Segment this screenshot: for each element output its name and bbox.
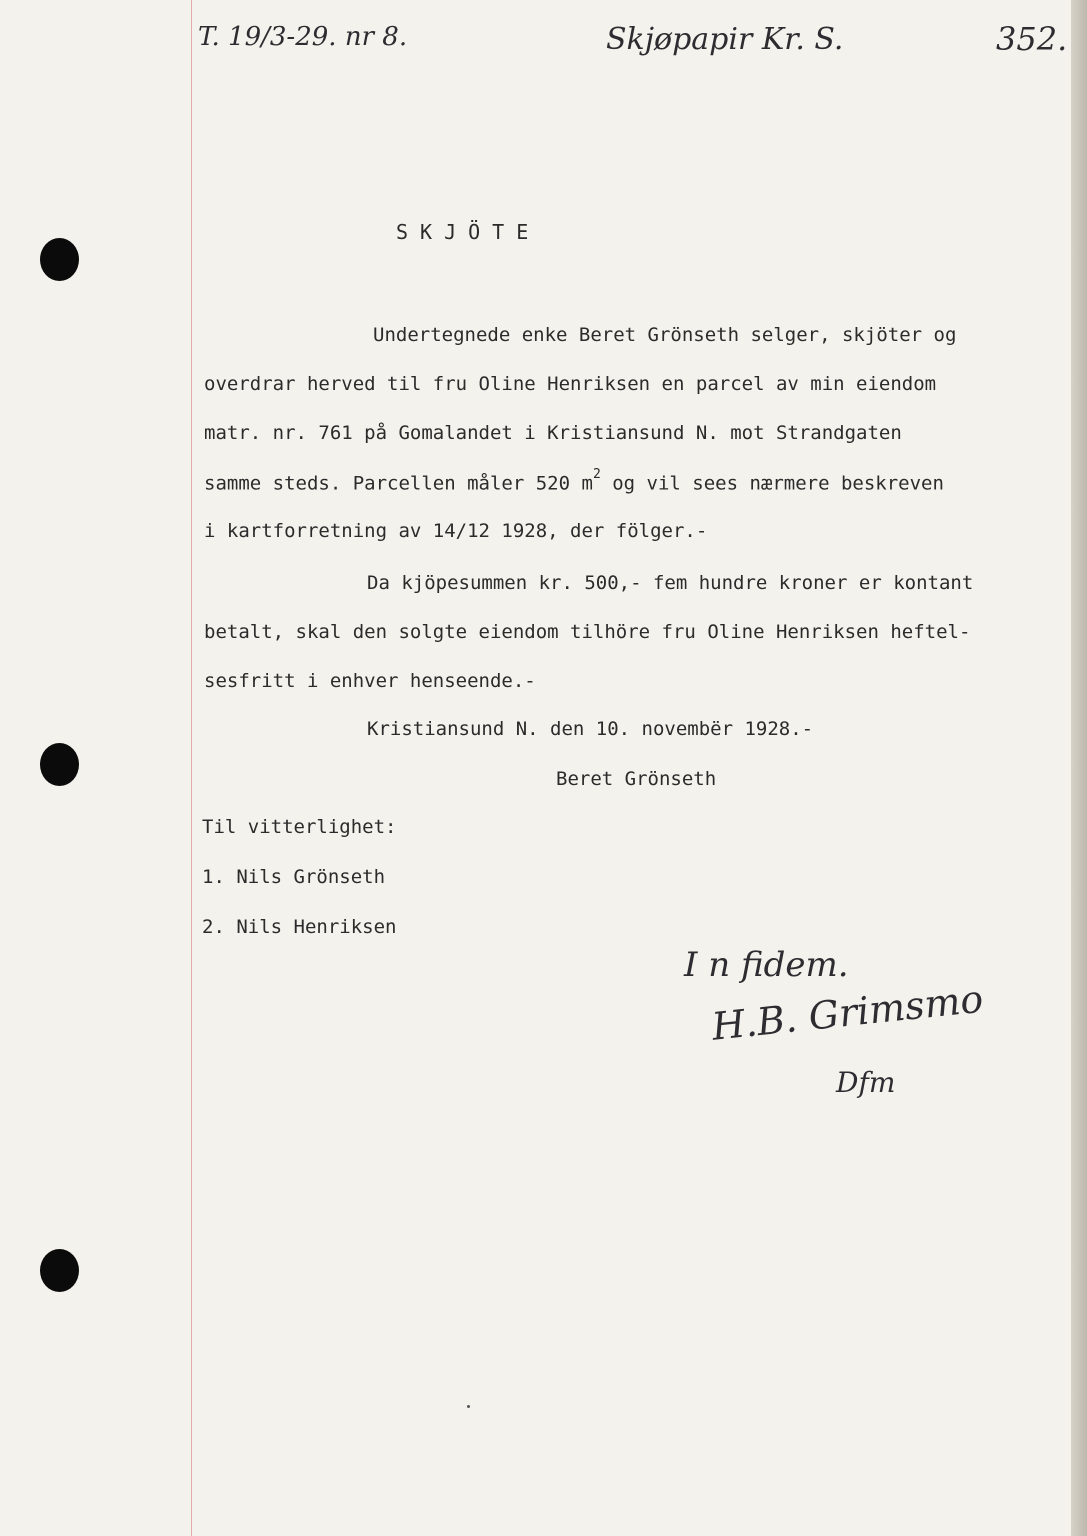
witness-1: 1. Nils Grönseth [202, 866, 386, 888]
body-line-5: i kartforretning av 14/12 1928, der fölger.- [204, 520, 708, 542]
page-edge [1071, 0, 1087, 1536]
center-note: Skjøpapir Kr. S. [606, 22, 844, 57]
body-line-4-tail: og vil sees nærmere beskreven [600, 472, 944, 495]
signer-name: Beret Grönseth [556, 768, 717, 790]
area-superscript: 2 [592, 467, 601, 482]
body-line-4 [204, 467, 944, 495]
punch-hole-bottom [40, 1249, 79, 1292]
paper-speck [467, 1405, 470, 1408]
attestation-line-1: I n fidem. [684, 945, 849, 985]
place-date: Kristiansund N. den 10. novembër 1928.- [367, 718, 814, 740]
attestation-line-3: Dfm [836, 1066, 896, 1099]
witness-2: 2. Nils Henriksen [202, 916, 397, 938]
body-line-2: overdrar herved til fru Oline Henriksen en parcel av min eiendom [204, 373, 937, 395]
body-line-1: Undertegnede enke Beret Grönseth selger, skjöter og [373, 324, 957, 346]
registry-note: T. 19/3-29. nr 8. [198, 22, 408, 52]
punch-hole-top [40, 238, 79, 281]
body-line-8: sesfritt i enhver henseende.- [204, 670, 536, 692]
attestation-signature: H.B. Grimsmo [709, 976, 986, 1049]
body-line-6: Da kjöpesummen kr. 500,- fem hundre kroner er kontant [367, 572, 974, 594]
witness-heading: Til vitterlighet: [202, 816, 397, 838]
body-line-4-text: samme steds. Parcellen måler 520 m [204, 472, 593, 495]
body-line-7: betalt, skal den solgte eiendom tilhöre fru Oline Henriksen heftel- [204, 621, 971, 643]
body-line-3: matr. nr. 761 på Gomalandet i Kristiansund N. mot Strandgaten [204, 422, 902, 444]
margin-rule [191, 0, 192, 1536]
page-number: 352. [996, 20, 1068, 58]
document-title: SKJÖTE [396, 220, 541, 244]
punch-hole-middle [40, 743, 79, 786]
